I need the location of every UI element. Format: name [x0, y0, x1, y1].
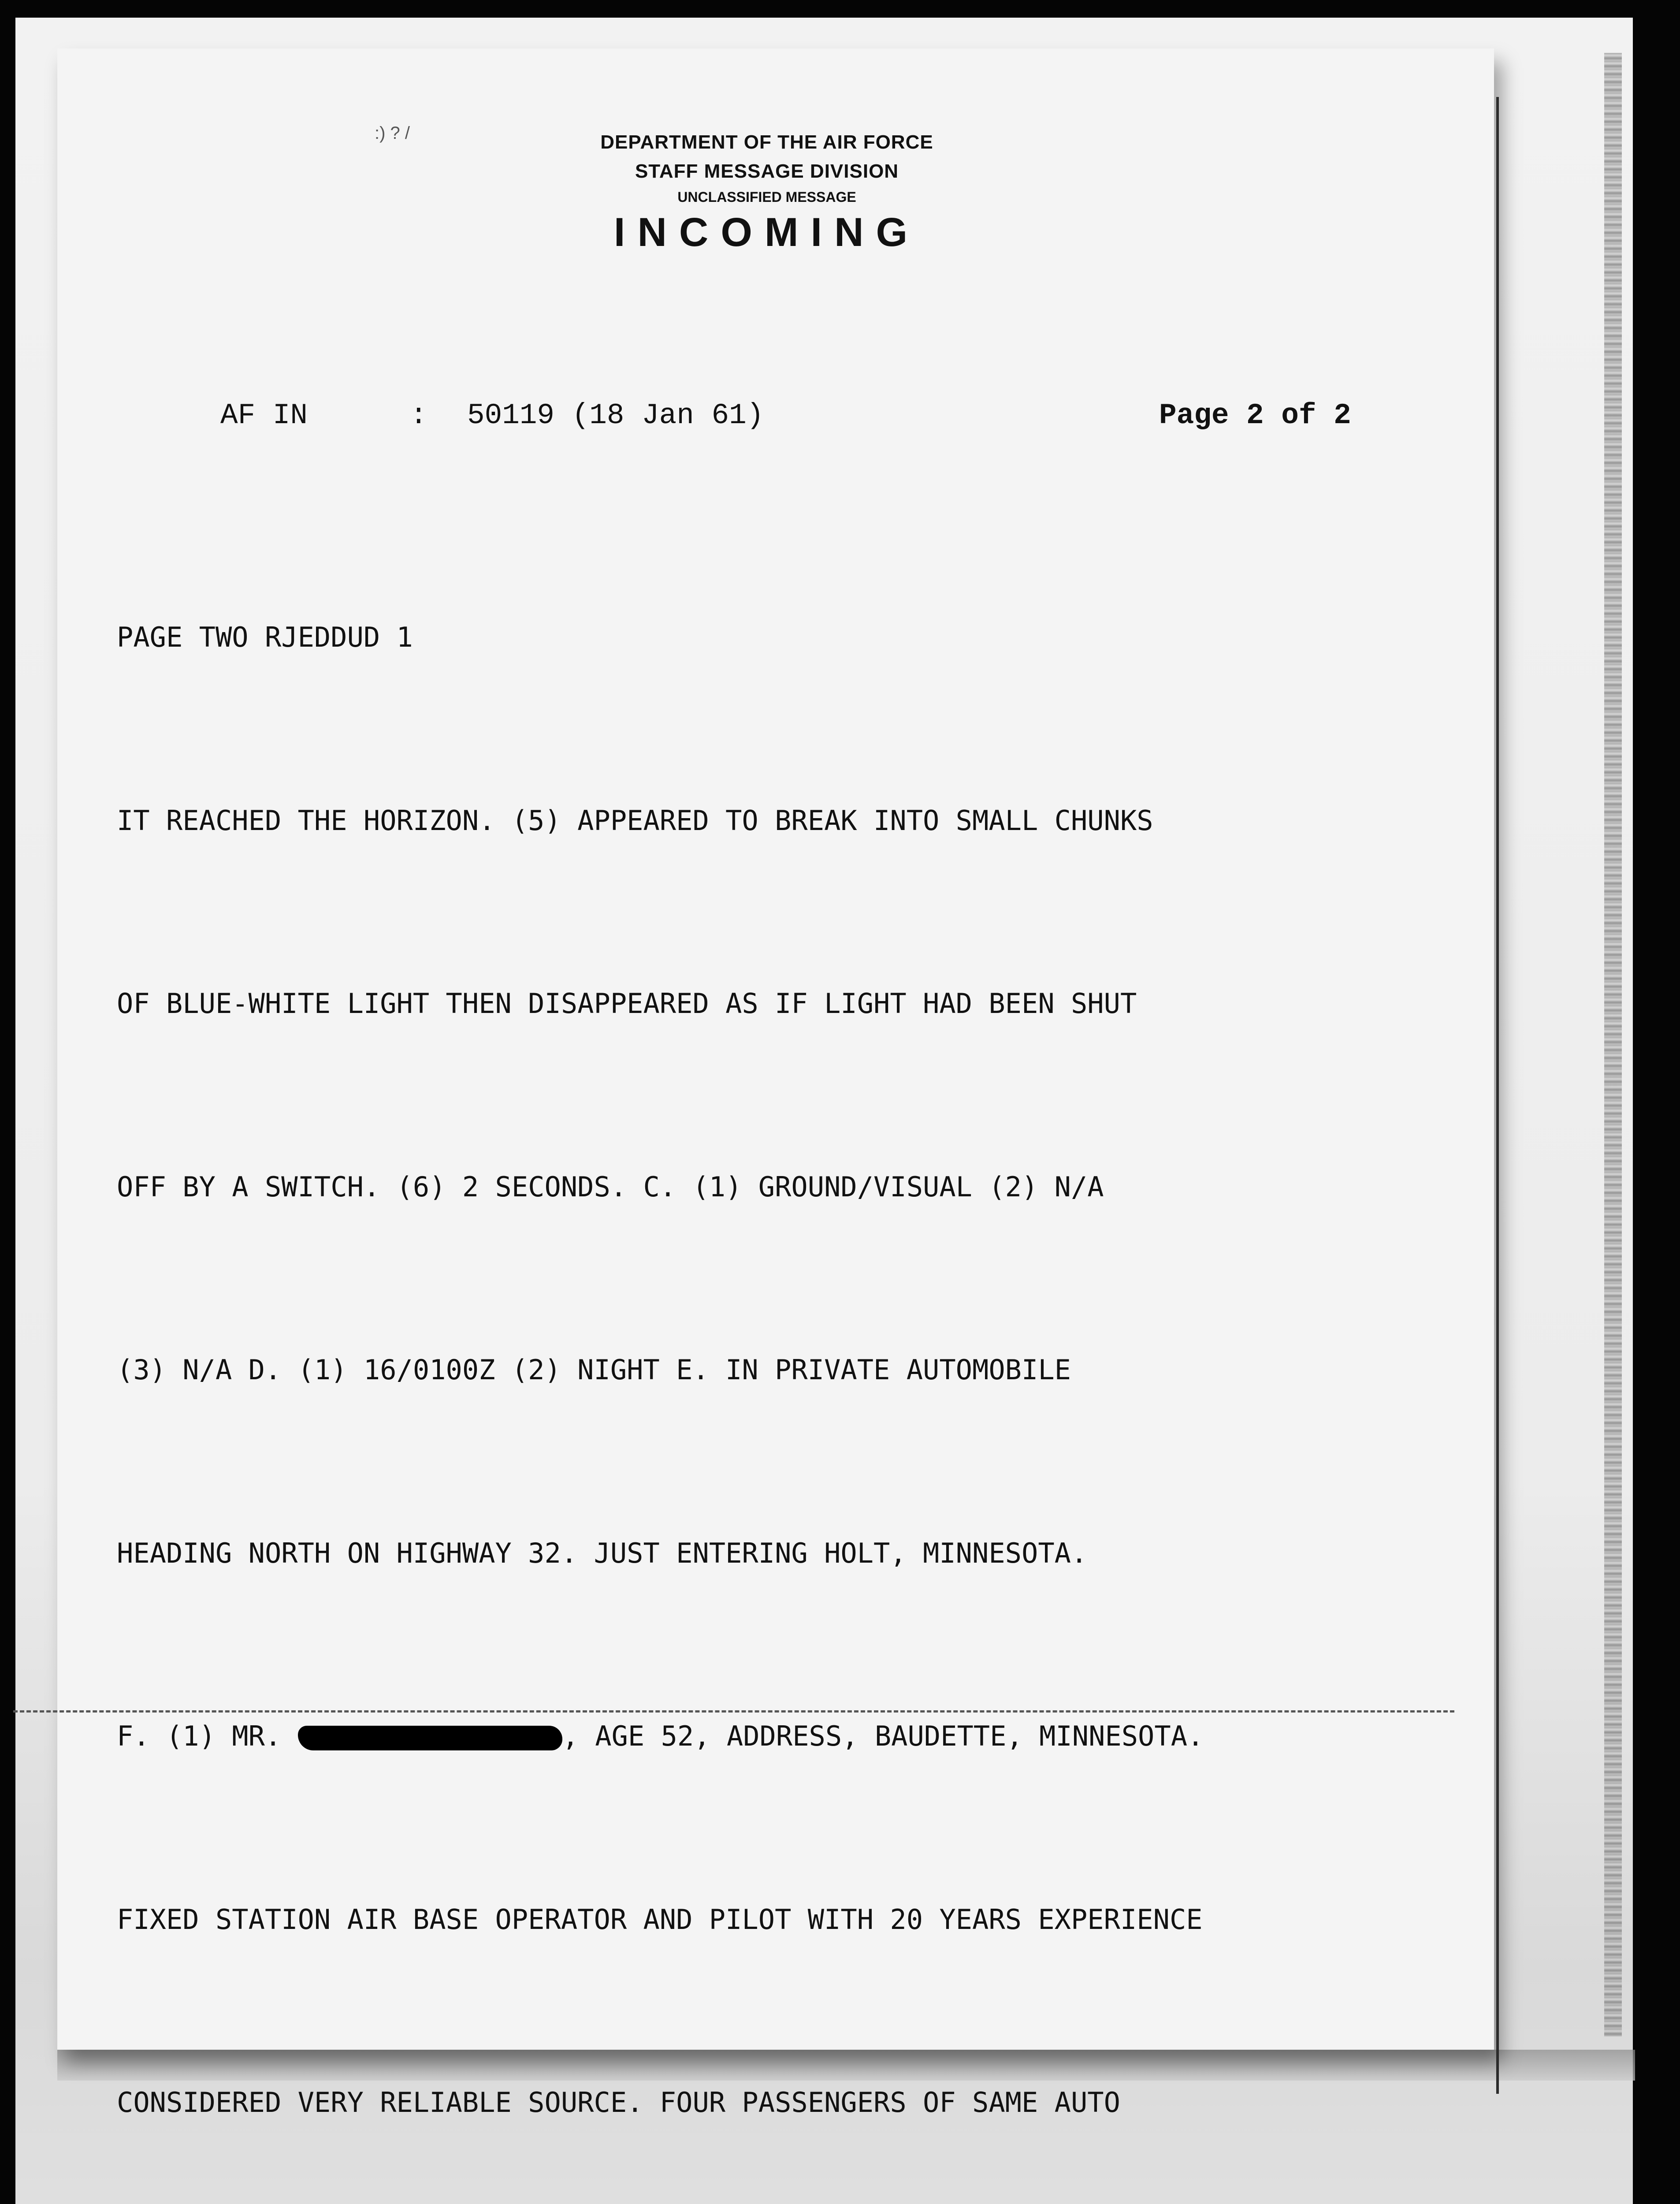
- ref-colon: :: [410, 399, 427, 432]
- body-line: (3) N/A D. (1) 16/0100Z (2) NIGHT E. IN PRIVATE AUTOMOBILE: [117, 1354, 1071, 1386]
- redaction-bar: [298, 1726, 562, 1750]
- body-line: OFF BY A SWITCH. (6) 2 SECONDS. C. (1) GROUND/VISUAL (2) N/A: [117, 1170, 1104, 1203]
- department-title: DEPARTMENT OF THE AIR FORCE: [600, 131, 933, 153]
- body-line: IT REACHED THE HORIZON. (5) APPEARED TO BREAK INTO SMALL CHUNKS: [117, 804, 1153, 837]
- tear-line: [13, 1710, 1454, 1713]
- body-line-end: , AGE 52, ADDRESS, BAUDETTE, MINNESOTA.: [562, 1720, 1204, 1752]
- message-body: [117, 485, 1439, 2204]
- ref-label: AF IN: [220, 399, 308, 432]
- page-indicator: Page 2 of 2: [1159, 399, 1351, 432]
- body-line: OF BLUE-WHITE LIGHT THEN DISAPPEARED AS IF LIGHT HAD BEEN SHUT: [117, 987, 1137, 1020]
- classification-label: UNCLASSIFIED MESSAGE: [677, 189, 856, 205]
- body-line: CONSIDERED VERY RELIABLE SOURCE. FOUR PASSENGERS OF SAME AUTO: [117, 2086, 1120, 2118]
- body-line: FIXED STATION AIR BASE OPERATOR AND PILOT WITH 20 YEARS EXPERIENCE: [117, 1903, 1203, 1936]
- torn-edge: [1604, 53, 1622, 2036]
- body-line-redacted: [117, 1706, 1439, 1767]
- body-line: HEADING NORTH ON HIGHWAY 32. JUST ENTERING HOLT, MINNESOTA.: [117, 1537, 1088, 1569]
- message-header: [485, 128, 1049, 257]
- body-line: PAGE TWO RJEDDUD 1: [117, 621, 413, 653]
- ref-number: 50119 (18 Jan 61): [467, 399, 764, 432]
- division-title: STAFF MESSAGE DIVISION: [635, 160, 899, 182]
- margin-mark: :) ? /: [375, 123, 410, 143]
- direction-label: INCOMING: [613, 210, 920, 255]
- body-line-start: F. (1) MR.: [117, 1720, 282, 1752]
- sheet-edge-rule: [1496, 97, 1499, 2094]
